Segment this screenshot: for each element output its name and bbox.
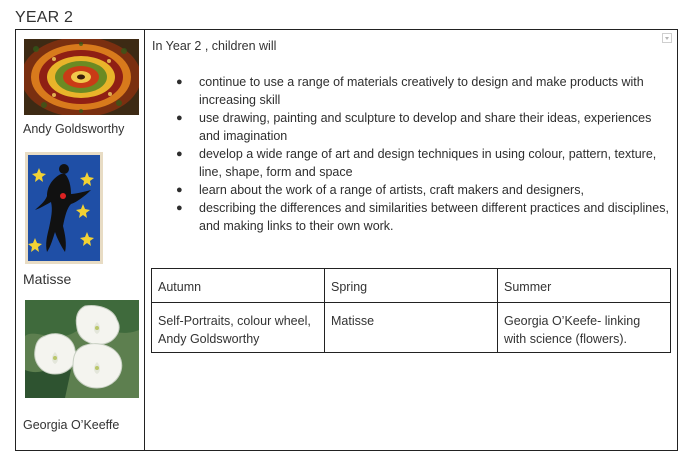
white-flowers-artwork-icon (25, 300, 139, 398)
artist-caption-goldsworthy: Andy Goldsworthy (23, 122, 125, 136)
column-header-spring: Spring (325, 269, 498, 303)
list-item: ● develop a wide range of art and design techniques in using colour, pattern, texture, line, shape, form and space (176, 147, 657, 179)
terms-table (151, 268, 671, 353)
bullet-icon: ● (176, 112, 183, 124)
column-header-summer: Summer (498, 269, 671, 303)
bullet-icon: ● (176, 184, 183, 196)
column-header-autumn: Autumn (152, 269, 325, 303)
bullet-icon: ● (176, 202, 183, 214)
icarus-cutout-artwork-icon (25, 152, 103, 264)
bullet-icon: ● (176, 148, 183, 160)
column-divider (144, 30, 145, 450)
table-cell-spring: Matisse (325, 303, 498, 353)
leaf-circle-artwork-icon (24, 39, 139, 115)
content-table (15, 29, 678, 451)
table-cell-summer: Georgia O’Keefe- linking with science (flowers). (498, 303, 671, 353)
table-row (152, 303, 671, 353)
chevron-down-icon[interactable] (662, 33, 672, 43)
page-title: YEAR 2 (15, 9, 74, 26)
artist-caption-matisse: Matisse (23, 271, 72, 287)
list-item: ● use drawing, painting and sculpture to develop and share their ideas, experiences and imagination (176, 111, 652, 143)
table-cell-autumn: Self-Portraits, colour wheel, Andy Goldsworthy (152, 303, 325, 353)
bullet-icon: ● (176, 76, 183, 88)
list-item: ● continue to use a range of materials creatively to design and make products with increasing skill (176, 75, 644, 107)
intro-text: In Year 2 , children will (152, 39, 277, 53)
objectives-list (152, 73, 672, 235)
table-header-row (152, 269, 671, 303)
artist-caption-okeeffe: Georgia O’Keeffe (23, 418, 120, 432)
list-item: ● learn about the work of a range of artists, craft makers and designers, (176, 183, 584, 197)
list-item: ● describing the differences and similarities between different practices and disciplines, and making links to their own work. (176, 201, 669, 233)
